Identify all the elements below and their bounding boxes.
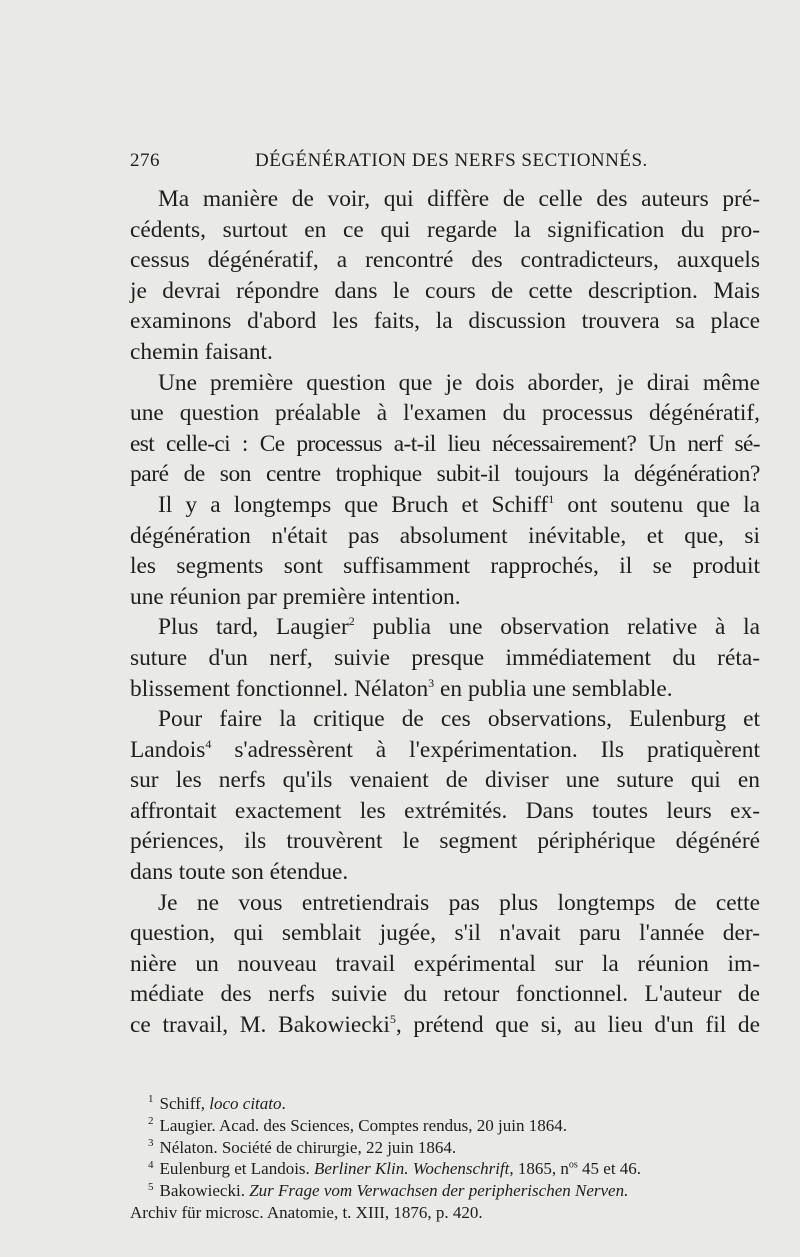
paragraph-1: [130, 184, 760, 368]
footnote-text: Schiff,: [159, 1094, 210, 1113]
footnote-sup: os: [568, 1159, 578, 1171]
text-segment: ce travail, M. Bakowiecki: [130, 1012, 390, 1039]
text-line: dégénération n'était pas absolument inévitable, et que, si: [130, 522, 760, 549]
footnote-ref: 5: [389, 1012, 396, 1027]
body-text: [130, 184, 760, 1041]
text-line: cessus dégénératif, a rencontré des contradicteurs, auxquels: [130, 247, 760, 274]
footnote-text: Eulenburg et Landois.: [159, 1159, 315, 1179]
footnote-text: Laugier. Acad. des Sciences, Comptes rendus, 20 juin 1864.: [159, 1115, 567, 1135]
text-line: [130, 612, 760, 643]
footnote-text: .: [281, 1094, 286, 1113]
text-line: nière un nouveau travail expérimental sur la réunion im-: [130, 950, 760, 977]
footnote-text: Nélaton. Société de chirurgie, 22 juin 1864.: [159, 1137, 457, 1157]
footnote-ref: 1: [548, 492, 555, 507]
paragraph-2: [130, 368, 760, 490]
footnote-5: [130, 1180, 760, 1202]
text-line: cédents, surtout en ce qui regarde la signification du pro-: [130, 216, 760, 243]
text-segment: Il y a longtemps que Bruch et Schiff: [158, 491, 549, 518]
footnote-italic: Zur Frage vom Verwachsen der peripherischen Nerven.: [249, 1181, 629, 1201]
text-segment: en publia une semblable.: [434, 675, 673, 702]
page-number: 276: [130, 150, 160, 171]
text-line: une réunion par première intention.: [130, 583, 461, 610]
text-line: chemin faisant.: [130, 338, 273, 365]
text-line: médiate des nerfs suivie du retour fonctionnel. L'auteur de: [130, 981, 760, 1008]
paragraph-4: [130, 612, 760, 704]
paragraph-3: [130, 490, 760, 612]
paragraph-5: [130, 704, 760, 888]
footnote-text: Bakowiecki.: [159, 1181, 250, 1201]
footnote-ref: 3: [428, 675, 435, 690]
text-line: [130, 1010, 760, 1041]
footnote-marker: 2: [148, 1115, 154, 1128]
footnote-marker: 4: [148, 1158, 154, 1171]
footnote-italic: loco citato: [209, 1094, 282, 1113]
paragraph-6: [130, 888, 760, 1041]
text-line: [130, 674, 760, 705]
text-line: Une première question que je dois aborder, je dirai même: [158, 369, 760, 396]
text-line: affrontait exactement les extrémités. Dans toutes leurs ex-: [130, 797, 760, 824]
footnote-marker: 1: [148, 1093, 154, 1106]
text-line: suture d'un nerf, suivie presque immédiatement du réta-: [130, 644, 760, 671]
footnote-marker: 5: [148, 1180, 154, 1193]
text-segment: Landois: [130, 736, 206, 763]
running-title: DÉGÉNÉRATION DES NERFS SECTIONNÉS.: [255, 150, 648, 171]
text-line: Pour faire la critique de ces observations, Eulenburg et: [158, 706, 760, 733]
footnote-text: 1865, n: [513, 1159, 569, 1179]
text-line: je devrai répondre dans le cours de cette description. Mais: [130, 277, 760, 304]
text-line: sur les nerfs qu'ils venaient de diviser une suture qui en: [130, 767, 760, 794]
text-segment: , prétend que si, au lieu d'un fil de: [395, 1012, 760, 1039]
text-line: examinons d'abord les faits, la discussion trouvera sa place: [130, 308, 760, 335]
text-line: paré de son centre trophique subit-il toujours la dégénération?: [130, 461, 760, 488]
text-segment: blissement fonctionnel. Nélaton: [130, 675, 429, 702]
text-line: question, qui semblait jugée, s'il n'avait paru l'année der-: [130, 920, 760, 947]
footnote-ref: 4: [205, 736, 212, 751]
footnote-3: [130, 1137, 760, 1159]
text-line: les segments sont suffisamment rapprochés, il se produit: [130, 553, 760, 580]
text-line: est celle-ci : Ce processus a-t-il lieu nécessairement? Un nerf sé-: [130, 430, 760, 457]
text-line: périences, ils trouvèrent le segment périphérique dégénéré: [130, 828, 760, 855]
footnote-1: [130, 1093, 760, 1115]
text-segment: ont soutenu que la: [554, 491, 761, 518]
footnote-ref: 2: [348, 614, 355, 629]
footnote-5-continuation: Archiv für microsc. Anatomie, t. XIII, 1876, p. 420.: [130, 1202, 483, 1222]
text-segment: s'adressèrent à l'expérimentation. Ils pratiquèrent: [211, 736, 760, 763]
footnote-4: [130, 1158, 760, 1180]
text-line: [130, 735, 760, 766]
footnote-marker: 3: [148, 1136, 154, 1149]
text-line: [130, 490, 760, 521]
text-segment: publia une observation relative à la: [354, 614, 760, 641]
footnote-text: 45 et 46.: [577, 1159, 642, 1179]
footnote-italic: Berliner Klin. Wochenschrift,: [314, 1159, 514, 1179]
text-segment: Plus tard, Laugier: [158, 614, 349, 641]
text-line: une question préalable à l'examen du processus dégénératif,: [130, 400, 760, 427]
text-line: dans toute son étendue.: [130, 859, 349, 886]
text-line: Je ne vous entretiendrais pas plus longtemps de cette: [158, 889, 760, 916]
footnote-2: [130, 1115, 760, 1137]
footnotes: [130, 1093, 760, 1224]
text-line: Ma manière de voir, qui diffère de celle des auteurs pré-: [158, 186, 760, 212]
